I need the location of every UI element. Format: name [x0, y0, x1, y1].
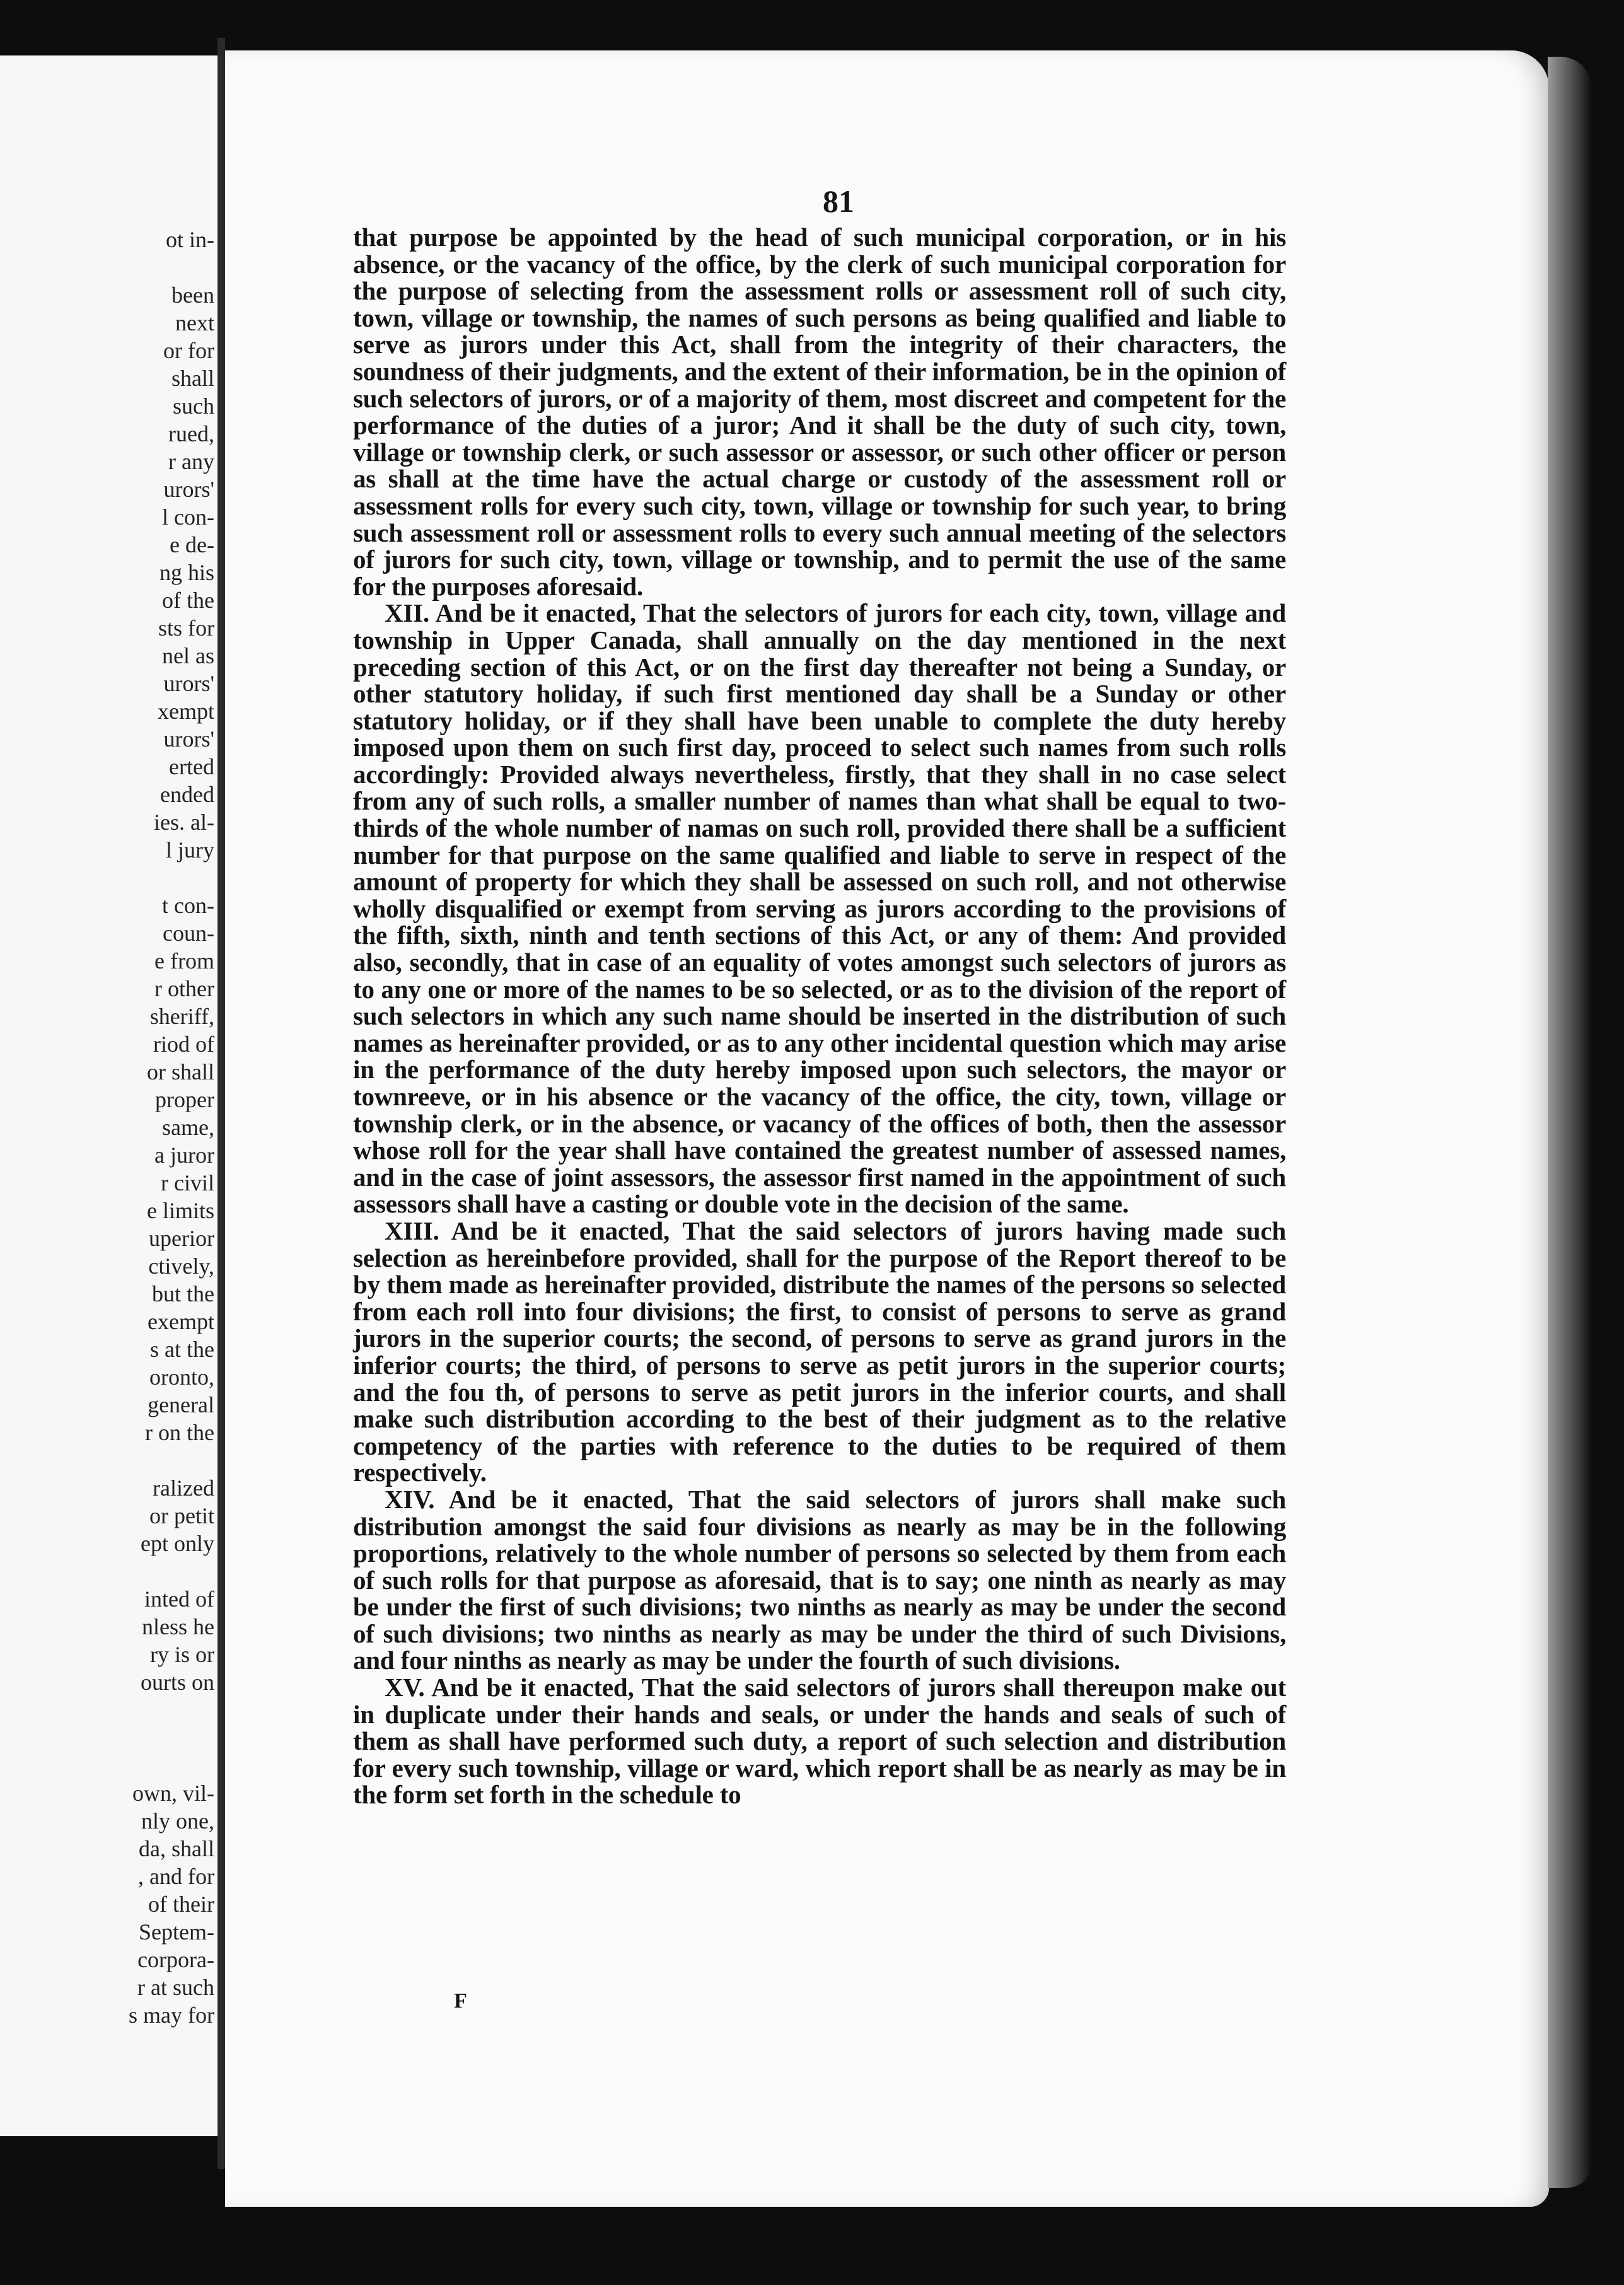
left-fragment-line: l con- [162, 504, 214, 530]
left-fragment-line: riod of [153, 1032, 214, 1057]
left-fragment-line [0, 1724, 214, 1752]
left-fragment-line: xempt [158, 699, 214, 724]
left-fragment-line: ralized [153, 1475, 214, 1501]
left-fragment-line: inted of [144, 1586, 214, 1612]
book-gutter [218, 38, 225, 2169]
left-fragment-line: r civil [161, 1170, 214, 1195]
left-fragment-line: r other [154, 976, 214, 1001]
left-fragment-line: urors' [163, 477, 214, 502]
left-fragment-line: same, [162, 1115, 214, 1140]
left-fragment-line: Septem- [139, 1919, 214, 1945]
left-fragment-line: coun- [163, 921, 214, 946]
left-fragment-line [0, 1446, 214, 1474]
left-fragment-line: ng his [159, 560, 214, 585]
left-fragment-line: ies. al- [154, 810, 214, 835]
left-fragment-line: been [171, 282, 214, 308]
left-fragment-line: such [173, 393, 214, 419]
left-fragment-line: corpora- [137, 1947, 214, 1972]
section-xv: XV. And be it enacted, That the said selectors of jurors shall thereupon make out in duplicate under their hands and seals, or under the hands and seals of such of them as shall have performed such duty, a report of such selection and distribution for every such township, village or ward, which report shall be as nearly as may be in the form set forth in the schedule to [353, 1673, 1286, 1810]
left-fragment-line: da, shall [139, 1836, 214, 1861]
left-fragment-line: , and for [138, 1864, 214, 1889]
left-fragment-line: or petit [149, 1503, 214, 1528]
left-fragment-line: rued, [168, 421, 214, 446]
left-fragment-line: ept only [141, 1531, 214, 1556]
left-fragment-line: sts for [158, 615, 214, 641]
left-fragment-line: but the [152, 1281, 214, 1306]
left-fragment-line: shall [171, 366, 214, 391]
left-fragment-line: nel as [162, 643, 214, 668]
left-fragment-line: erted [169, 754, 214, 779]
left-fragment-line: or shall [147, 1059, 214, 1084]
left-fragment-line: of the [162, 588, 214, 613]
left-fragment-line: urors' [163, 726, 214, 752]
left-fragment-line: ot in- [166, 227, 214, 252]
left-fragment-line: general [148, 1392, 214, 1417]
left-fragment-line [0, 1557, 214, 1585]
left-fragment-line: uperior [149, 1226, 214, 1251]
left-fragment-line: oronto, [149, 1364, 214, 1390]
left-fragment-line: r on the [145, 1420, 214, 1445]
left-fragment-line: e from [154, 948, 214, 974]
left-fragment-line: proper [155, 1087, 214, 1112]
page-number: 81 [823, 183, 854, 219]
left-fragment-line: of their [148, 1892, 214, 1917]
left-fragment-line: l jury [166, 837, 214, 863]
left-fragment-line: nly one, [141, 1808, 214, 1834]
left-fragment-line: e limits [147, 1198, 214, 1223]
left-fragment-line: next [175, 310, 214, 335]
section-xiii: XIII. And be it enacted, That the said selectors of jurors having made such selection as hereinbefore provided, shall for the purpose of the Report thereof to be by them made as hereinafter provided, distribute the names of the persons so selected from each roll into four divisions; the first, to consist of persons to serve as grand jurors in the superior courts; the second, of persons to serve as grand jurors in the inferior courts; the third, of persons to serve as petit jurors in the superior courts; and the fou th, of persons to serve as petit jurors in the inferior courts, and shall make such distribution according to the best of their judgment as to the relative competency of the parties with reference to the duties to be required of them respectively. [353, 1216, 1286, 1487]
left-fragment-line: r at such [137, 1975, 214, 2000]
left-fragment-line: a juror [154, 1142, 214, 1168]
section-xii: XII. And be it enacted, That the selectors of jurors for each city, town, village and township in Upper Canada, shall annually on the day mentioned in the next preceding section of this Act, or on the first day thereafter not being a Sunday, or other statutory holiday, if such first mentioned day shall be a Sunday or other statutory holiday, or if they shall have been unable to complete the duty hereby imposed upon them on such first day, proceed to select such names from such rolls accordingly: Provided always nevertheless, firstly, that they shall in no case select from any of such rolls, a smaller number of names than what shall be equal to two-thirds of the whole number of namas on such roll, provided there shall be a sufficient number for that purpose on the same qualified and liable to serve in respect of the amount of property for which they shall be assessed on such roll, and not otherwise wholly disqualified or exempt from serving as jurors according to the provisions of the fifth, sixth, ninth and tenth sections of this Act, or any of them: And provided also, secondly, that in case of an equality of votes amongst such selectors of jurors as to any one or more of the names to be so selected, or as to the division of the report of such selectors in which any such name should be inserted in the distribution of such names as hereinafter provided, or as to any other incidental question which may arise in the performance of the duty hereby imposed upon such selectors, the mayor or townreeve, or in his absence or the vacancy of the office, the city, town, village or township clerk, or in the absence, or vacancy of the offices of both, then the assessor whose roll for the year shall have contained the greatest number of assessed names, and in the case of joint assessors, the assessor first named in the appointment of such assessors shall have a casting or double vote in the decision of the same. [353, 598, 1286, 1219]
left-facing-page [0, 55, 218, 2136]
section-xiv: XIV. And be it enacted, That the said selectors of jurors shall make such distribution amongst the said four divisions as nearly as may be in the following proportions, relatively to the whole number of persons so selected by them from each of such rolls for that purpose as aforesaid, that is to say; one ninth as nearly as may be under the first of such divisions; two ninths as nearly as may be under the second of such divisions; two ninths as nearly as may be under the third of such Divisions, and four ninths as nearly as may be under the fourth of such divisions. [353, 1484, 1286, 1675]
left-fragment-line: s may for [129, 2003, 214, 2028]
left-fragment-line: or for [163, 338, 214, 363]
left-fragment-line: exempt [148, 1309, 214, 1334]
signature-mark: F [454, 1989, 467, 2013]
left-fragment-line: t con- [162, 893, 214, 918]
paragraph-continuation: that purpose be appointed by the head of such municipal corporation, or in his absence, or the vacancy of the office, by the clerk of such municipal corporation for the purpose of selecting from the assessment rolls or assessment roll of such city, town, village or township, the names of such persons as being qualified and liable to serve as jurors under this Act, shall from the integrity of their characters, the soundness of their judgments, and the extent of their information, be in the opinion of such selectors of jurors, or of a majority of them, most discreet and competent for the performance of the duties of a juror; And it shall be the duty of such city, town, village or township clerk, or such assessor or assessor, or such other officer or person as shall at the time have the actual charge or custody of the assessment roll or assessment rolls for every such city, town, village or township for such year, to bring such assessment roll or assessment rolls to every such annual meeting of the selectors of jurors for such city, town, village or township, and to permit the use of the same for the purposes aforesaid. [353, 223, 1286, 601]
left-fragment-line [0, 1752, 214, 1779]
left-fragment-line: ourts on [141, 1670, 214, 1695]
left-page-text-fragments [0, 226, 214, 2029]
left-fragment-line [0, 1696, 214, 1724]
left-fragment-line: sheriff, [149, 1004, 214, 1029]
left-fragment-line: r any [168, 449, 214, 474]
left-fragment-line: ended [160, 782, 214, 807]
left-fragment-line [0, 864, 214, 892]
left-fragment-line: own, vil- [132, 1781, 214, 1806]
page-edge [1548, 57, 1592, 2188]
left-fragment-line: urors' [163, 671, 214, 696]
left-fragment-line: s at the [150, 1337, 214, 1362]
left-fragment-line: ctively, [148, 1253, 214, 1279]
left-fragment-line: ry is or [150, 1642, 214, 1667]
left-fragment-line: e de- [170, 532, 214, 557]
statute-text [353, 224, 1286, 1808]
left-fragment-line [0, 253, 214, 281]
left-fragment-line: nless he [142, 1614, 214, 1639]
